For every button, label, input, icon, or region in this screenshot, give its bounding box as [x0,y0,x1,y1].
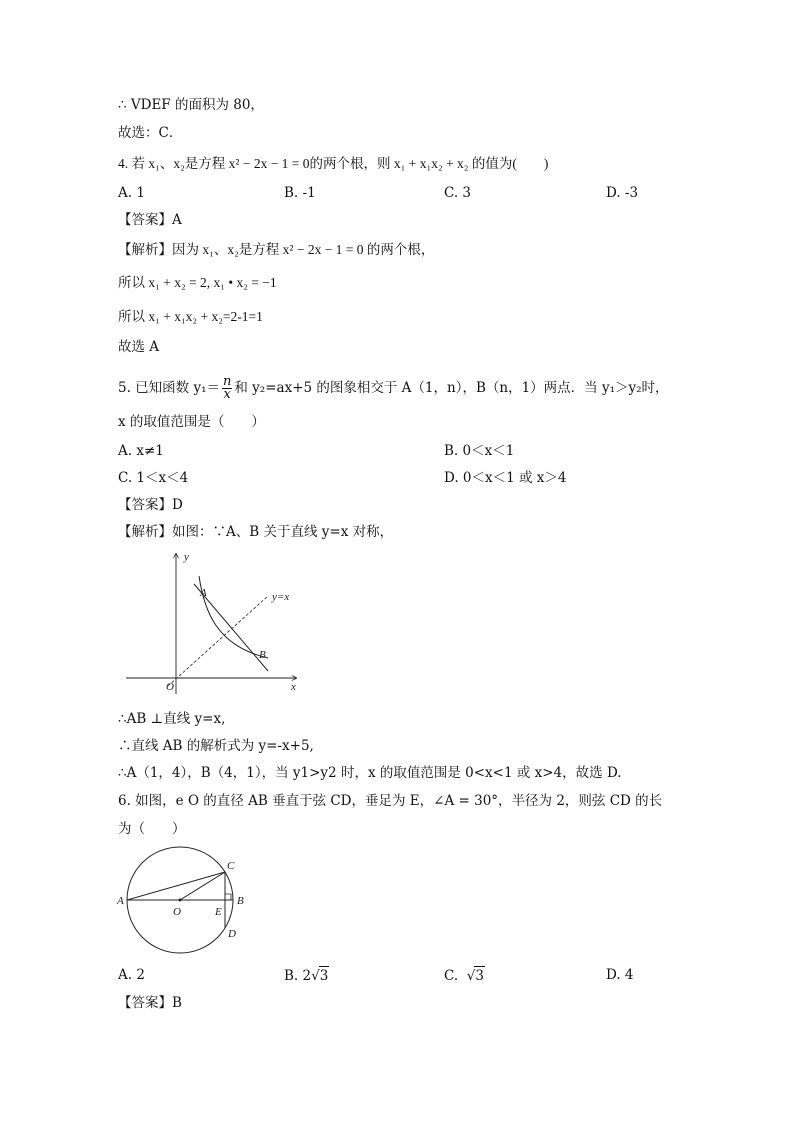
text-line: 故选：C． [118,125,183,141]
q6-option-b-radicand: 3 [319,968,329,984]
q5-option-a: A. x≠1 [118,443,164,459]
point-a-label: A [117,895,124,907]
point-d-label: D [228,928,236,940]
q5-option-c: C. 1＜x＜4 [118,470,189,486]
circle-geometry-figure [112,846,257,956]
point-c-label: C [227,860,235,872]
point-e-label: E [215,906,222,918]
text-line: ∴ VDEF 的面积为 80， [118,97,264,113]
point-b-label: B [237,895,244,907]
right-angle-mark [225,894,231,900]
q4-explanation-3: 所以 x₁ + x₁x₂ + x₂=2-1=1 [118,309,263,324]
q4-explanation-2: 所以 x₁ + x₂ = 2, x₁ • x₂ = −1 [118,275,277,290]
q5-option-b: B. 0＜x＜1 [444,443,515,459]
fraction-denominator: x [223,387,231,402]
q4-explanation-1: 【解析】因为 x₁、x₂是方程 x² − 2x − 1 = 0 的两个根， [118,242,435,257]
x-axis-label: x [291,681,296,693]
q5-answer: 【答案】D [118,497,183,513]
fraction-n-over-x [222,376,232,401]
q5-explanation-4: ∴A（1，4），B（4，1），当 y1>y2 时，x 的取值范围是 0<x<1 或 x>4，故选 D. [118,765,622,781]
question-5-stem [118,376,669,401]
fraction-numerator: n [223,374,232,389]
point-a-label: A [200,587,207,599]
q5-stem-part-b: 和 y₂=ax+5 的图象相交于 A（1，n），B（n，1）两点．当 y₁＞y₂时， [234,380,669,396]
q6-option-c-radicand: 3 [475,968,484,984]
function-graph-figure [118,548,308,698]
question-6-stem-2: 为（ ） [118,821,186,837]
q4-selection: 故选 A [118,339,160,355]
question-6-stem: 6. 如图，e O 的直径 AB 垂直于弦 CD，垂足为 E，∠A = 30°，半径为 2，则弦 CD 的长 [118,793,663,809]
q4-option-d: D. -3 [606,185,639,201]
q6-option-b-prefix: B. 2 [284,968,312,984]
q4-option-a: A. 1 [118,185,145,201]
segment-ac [127,872,225,900]
question-4-stem: 4. 若 x₁、x₂是方程 x² − 2x − 1 = 0的两个根，则 x₁ + x₁x₂ + x₂ 的值为( ) [118,156,549,171]
q6-answer: 【答案】B [118,995,182,1011]
y-axis-label: y [184,551,189,563]
q6-option-a: A. 2 [118,967,145,983]
hyperbola-curve [199,576,268,658]
point-o-label: O [173,906,181,918]
q4-option-b: B. -1 [284,185,316,201]
q5-explanation-2: ∴AB ⊥直线 y=x, [118,711,226,727]
line-y-equals-x [168,596,268,686]
q6-option-d: D. 4 [606,967,634,983]
line-yx-label: y=x [272,591,290,603]
q6-option-b: B. 2√3 [284,968,329,984]
segment-oc [180,872,225,900]
question-5-stem-2: x 的取值范围是（ ） [118,414,265,430]
q4-option-c: C. 3 [444,185,472,201]
q6-option-c-prefix: C. [444,968,459,984]
q4-answer: 【答案】A [118,212,182,228]
point-b-label: B [259,649,266,661]
q5-explanation-3: ∴直线 AB 的解析式为 y=-x+5, [118,738,314,754]
q5-stem-part-a: 5. 已知函数 y₁＝ [118,380,221,396]
origin-label: O [166,681,174,693]
q6-option-c: C. √3 [444,968,484,984]
q5-explanation-1: 【解析】如图：∵A、B 关于直线 y=x 对称， [118,524,394,540]
center-point [179,899,182,902]
q5-option-d: D. 0＜x＜1 或 x＞4 [444,470,567,486]
